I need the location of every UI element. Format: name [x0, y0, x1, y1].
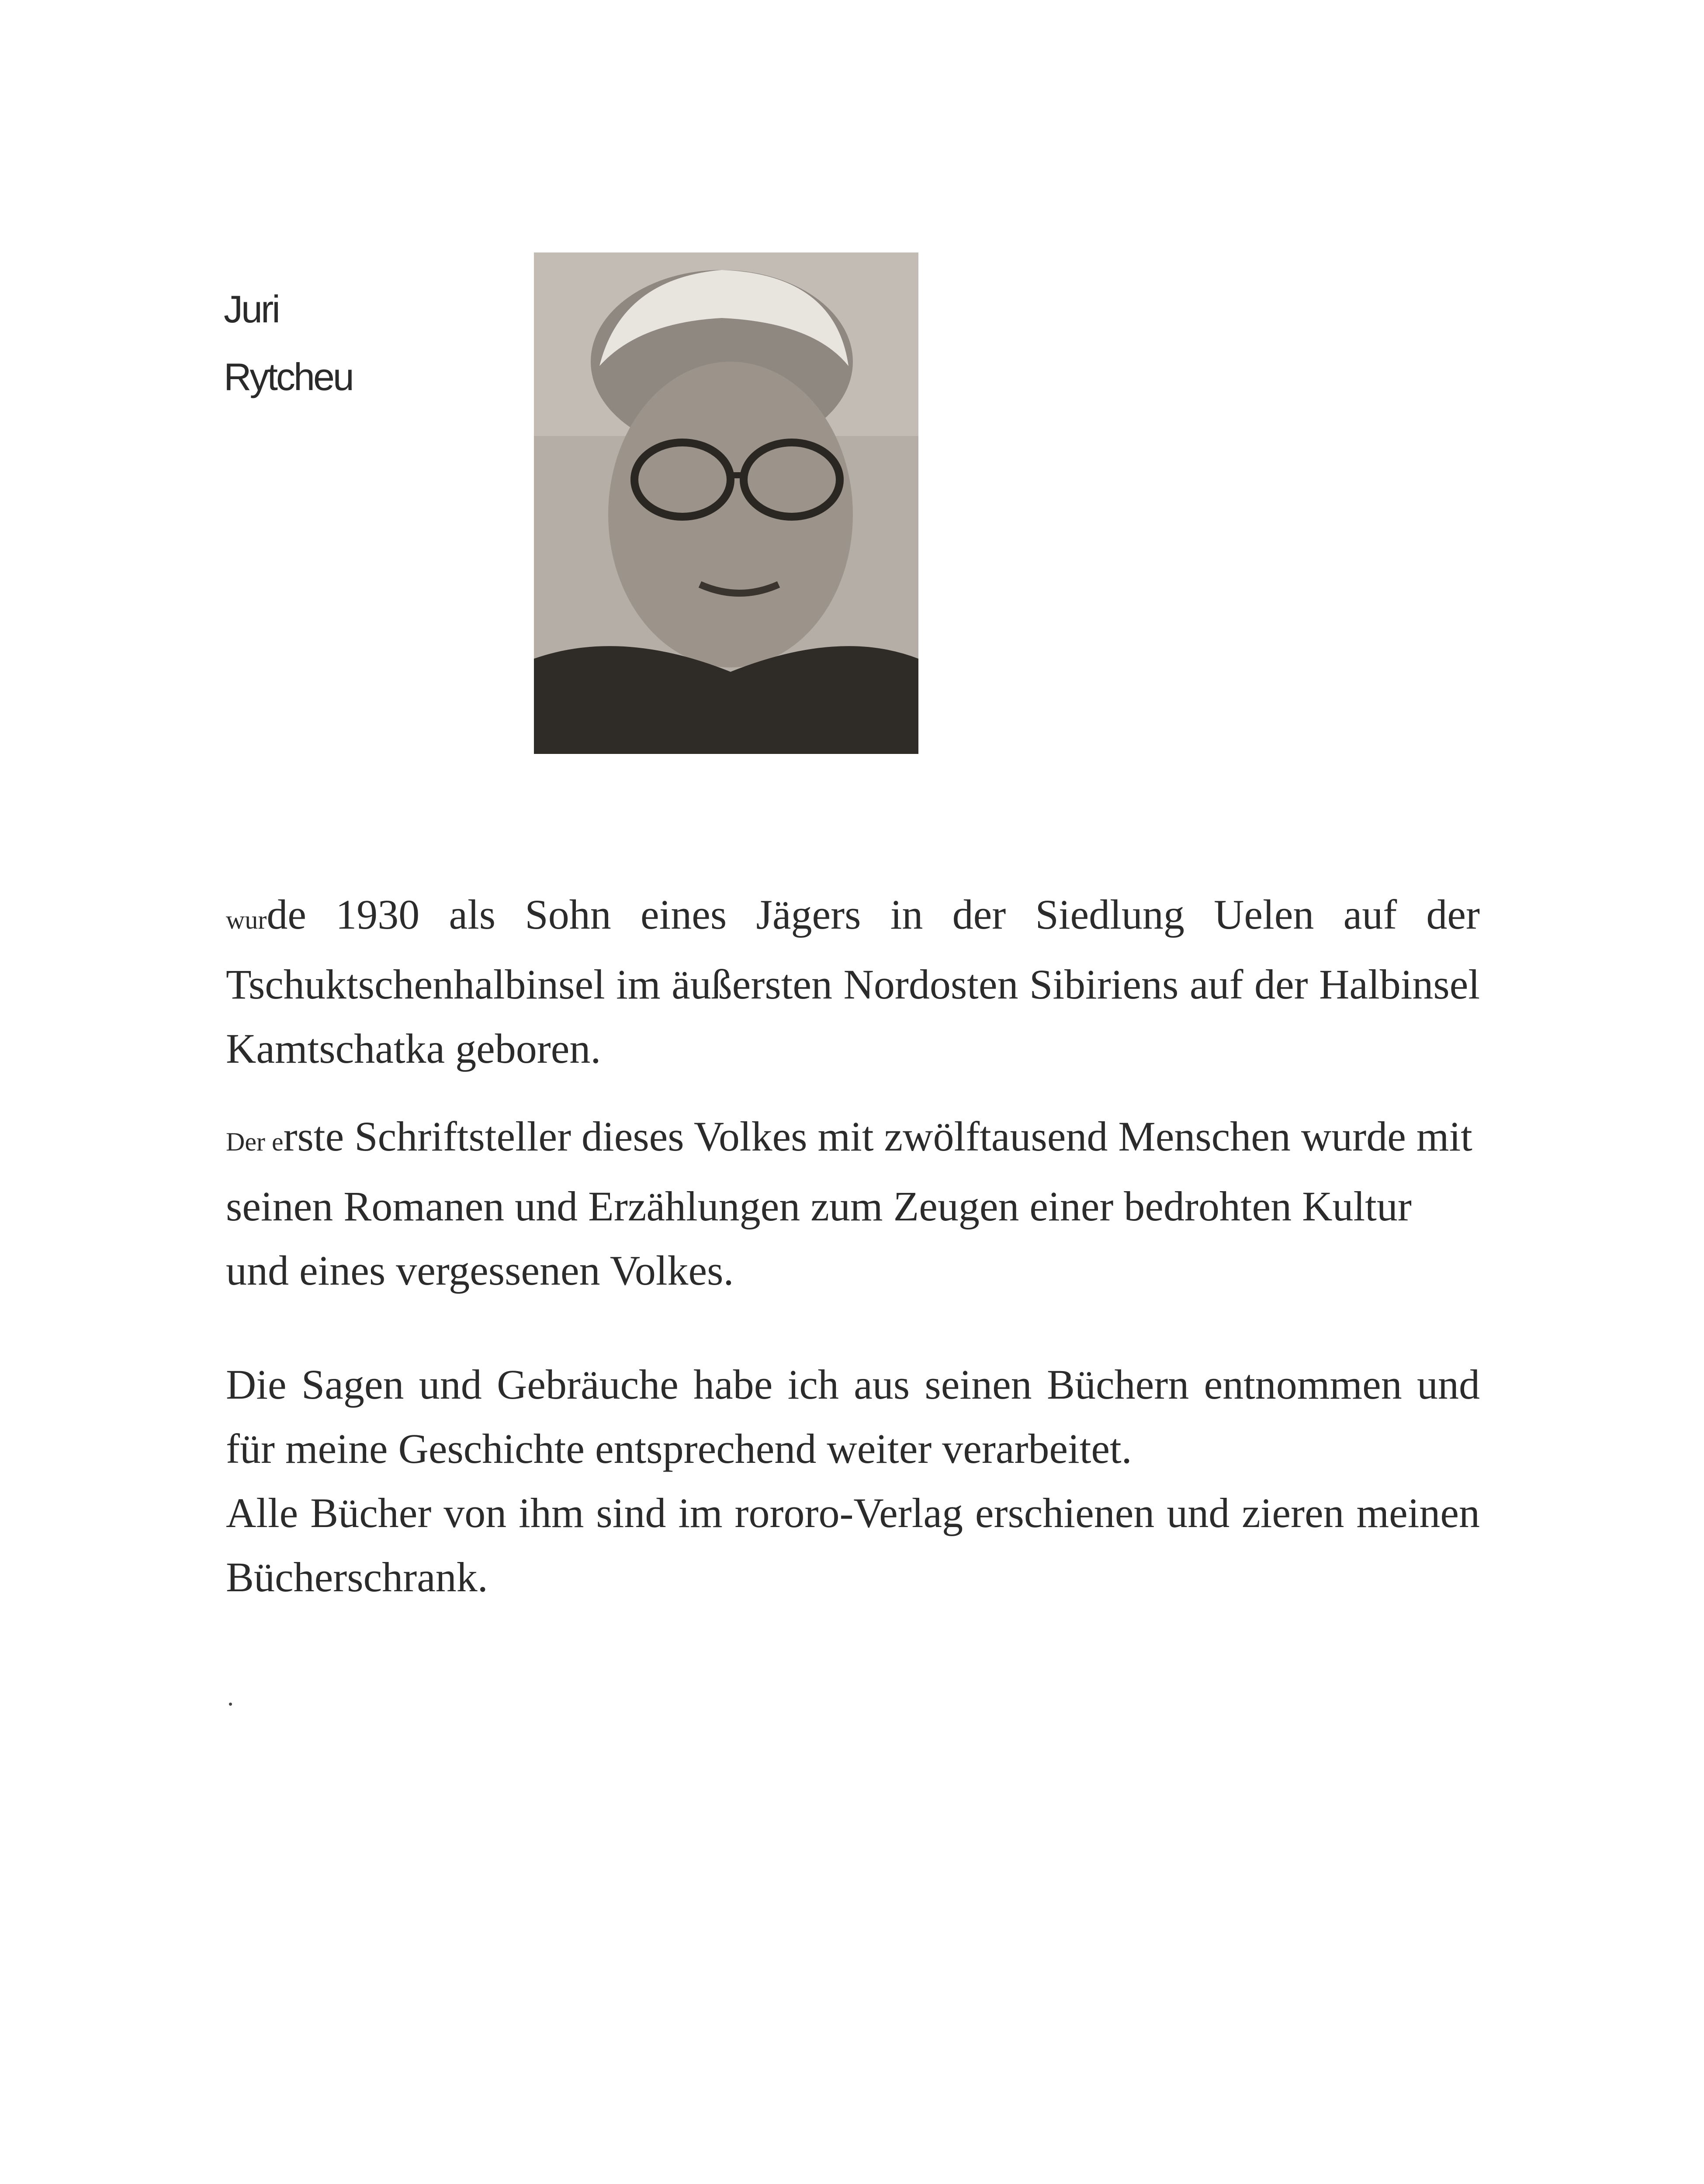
trailing-mark: .: [227, 1682, 234, 1711]
author-name: [224, 275, 353, 411]
paragraph-writer-prefix: Der e: [226, 1127, 284, 1156]
author-first-name: Juri: [224, 287, 279, 331]
paragraph-writer-text: rste Schriftsteller dieses Volkes mit zwölftausend Menschen wurde mit seinen Romanen und Erzählungen zum Zeugen einer bedrohten Kultur und eines vergessenen Volkes.: [226, 1113, 1472, 1294]
paragraph-birth-prefix: wur: [226, 905, 267, 934]
paragraph-sagas: Die Sagen und Gebräuche habe ich aus seinen Büchern entnommen und für meine Geschichte entsprechend weiter verarbeitet.: [226, 1361, 1480, 1472]
paragraph-birth-text: de 1930 als Sohn eines Jägers in der Siedlung Uelen auf der Tschuktschenhalbinsel im äußersten Nordosten Sibiriens auf der Halbinsel Kamtschatka geboren.: [226, 891, 1480, 1072]
author-portrait-photo: [534, 252, 918, 754]
paragraph-books: Alle Bücher von ihm sind im rororo-Verlag erschienen und zieren meinen Bücherschrank.: [226, 1489, 1480, 1600]
paragraph-birth: [226, 882, 1480, 1081]
author-last-name: Rytcheu: [224, 355, 353, 398]
paragraph-writer: [226, 1104, 1480, 1303]
paragraph-sources: [226, 1352, 1480, 1609]
